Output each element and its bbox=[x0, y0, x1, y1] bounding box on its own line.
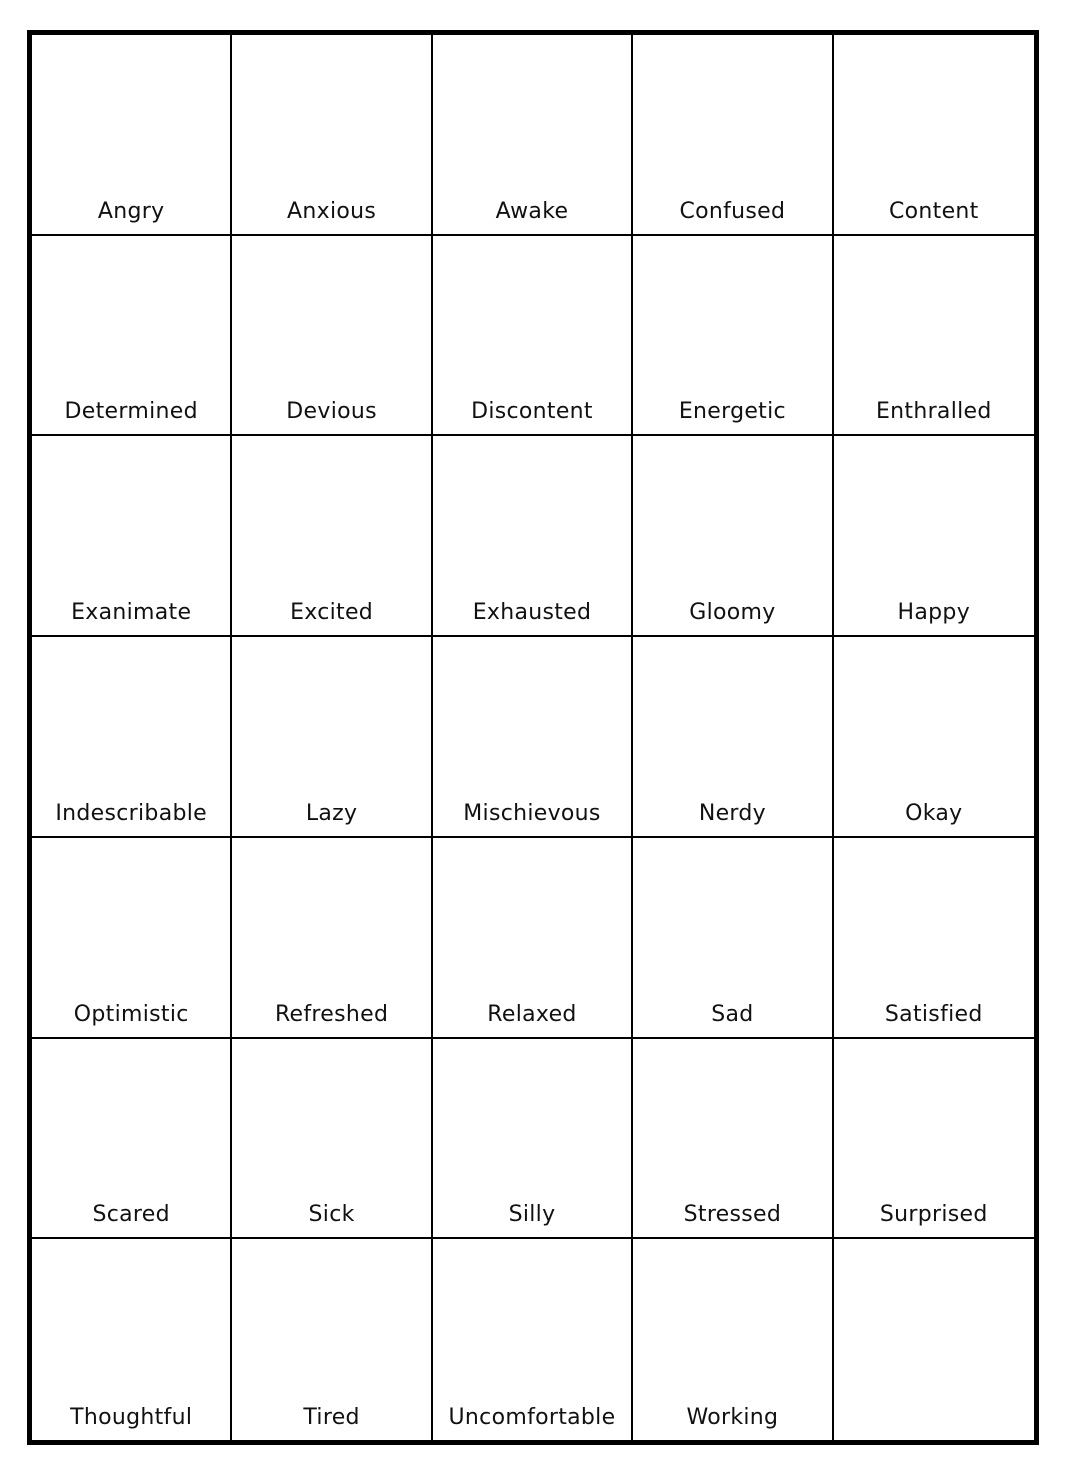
grid-cell bbox=[834, 838, 1034, 1039]
grid-cell bbox=[32, 1239, 232, 1440]
mood-label: Working bbox=[686, 1404, 779, 1430]
grid-cell bbox=[834, 1039, 1034, 1240]
mood-label: Awake bbox=[495, 198, 569, 224]
grid-cell bbox=[32, 436, 232, 637]
mood-label: Silly bbox=[508, 1202, 556, 1228]
mood-label: Sad bbox=[711, 1001, 754, 1027]
grid-cell bbox=[633, 637, 833, 838]
mood-word-grid bbox=[27, 30, 1039, 1445]
grid-cell bbox=[433, 1039, 633, 1240]
grid-cell bbox=[232, 436, 432, 637]
mood-label: Enthralled bbox=[875, 399, 992, 425]
grid-cell bbox=[834, 436, 1034, 637]
grid-cell bbox=[433, 838, 633, 1039]
mood-label: Lazy bbox=[305, 800, 358, 826]
mood-label: Excited bbox=[290, 600, 374, 626]
grid-cell bbox=[232, 637, 432, 838]
grid-cell bbox=[433, 35, 633, 236]
grid-cell bbox=[32, 35, 232, 236]
mood-label: Content bbox=[888, 198, 979, 224]
grid-cell bbox=[633, 236, 833, 437]
grid-cell bbox=[32, 1039, 232, 1240]
grid-cell bbox=[834, 35, 1034, 236]
mood-label: Happy bbox=[897, 600, 971, 626]
mood-label: Tired bbox=[303, 1404, 360, 1430]
grid-cell bbox=[633, 436, 833, 637]
grid-cell bbox=[232, 1239, 432, 1440]
grid-cell bbox=[32, 838, 232, 1039]
mood-label: Angry bbox=[97, 198, 165, 224]
grid-cell bbox=[633, 35, 833, 236]
grid-cell bbox=[232, 236, 432, 437]
grid-cell bbox=[32, 637, 232, 838]
empty-grid-cell bbox=[834, 1239, 1034, 1440]
mood-label: Gloomy bbox=[689, 600, 776, 626]
mood-label: Satisfied bbox=[884, 1001, 983, 1027]
mood-label: Relaxed bbox=[487, 1001, 577, 1027]
mood-label: Confused bbox=[679, 198, 786, 224]
mood-label: Stressed bbox=[683, 1202, 782, 1228]
grid-cell bbox=[433, 236, 633, 437]
mood-label: Sick bbox=[308, 1202, 355, 1228]
mood-label: Scared bbox=[92, 1202, 170, 1228]
grid-cell bbox=[633, 838, 833, 1039]
mood-label: Indescribable bbox=[55, 800, 207, 826]
mood-label: Okay bbox=[905, 800, 963, 826]
grid-cell bbox=[633, 1239, 833, 1440]
mood-label: Exanimate bbox=[71, 600, 192, 626]
grid-cell bbox=[433, 637, 633, 838]
mood-label: Uncomfortable bbox=[448, 1404, 616, 1430]
grid-cell bbox=[834, 236, 1034, 437]
grid-cell bbox=[232, 35, 432, 236]
mood-label: Energetic bbox=[678, 399, 786, 425]
mood-label: Devious bbox=[286, 399, 377, 425]
grid-cell bbox=[232, 1039, 432, 1240]
mood-label: Exhausted bbox=[472, 600, 592, 626]
mood-label: Refreshed bbox=[274, 1001, 389, 1027]
mood-label: Optimistic bbox=[73, 1001, 189, 1027]
grid-cell bbox=[32, 236, 232, 437]
mood-label: Anxious bbox=[287, 198, 377, 224]
grid-cell bbox=[433, 1239, 633, 1440]
grid-cell bbox=[433, 436, 633, 637]
grid-cell bbox=[633, 1039, 833, 1240]
mood-label: Determined bbox=[64, 399, 198, 425]
mood-label: Discontent bbox=[471, 399, 593, 425]
mood-label: Mischievous bbox=[463, 800, 601, 826]
mood-label: Nerdy bbox=[698, 800, 766, 826]
grid-cell bbox=[834, 637, 1034, 838]
mood-label: Surprised bbox=[879, 1202, 988, 1228]
mood-label: Thoughtful bbox=[70, 1404, 193, 1430]
grid-cell bbox=[232, 838, 432, 1039]
